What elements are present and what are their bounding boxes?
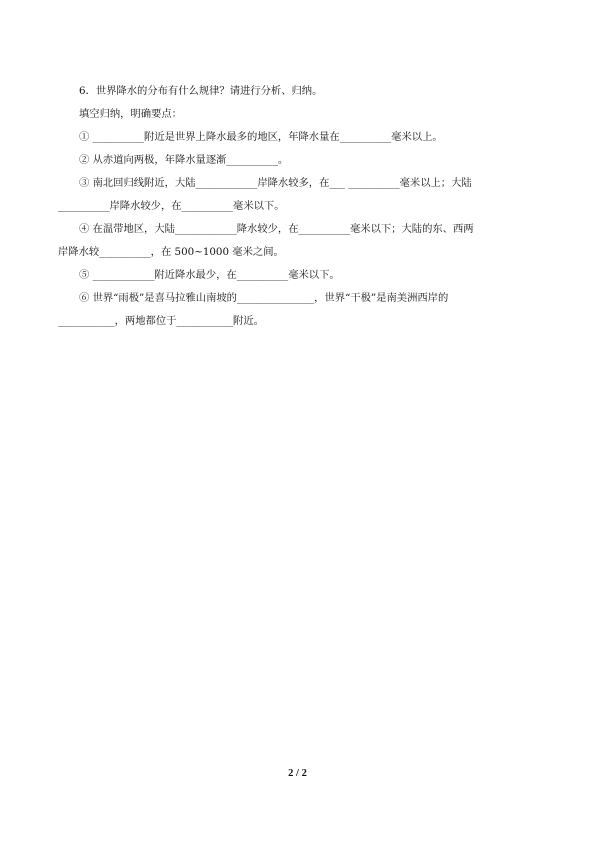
fill-item-6-line2: ___________，两地都位于___________附近。 — [58, 315, 264, 327]
question-title: 6．世界降水的分布有什么规律？请进行分析、归纳。 — [79, 85, 323, 97]
page-number: 2 / 2 — [288, 768, 307, 779]
fill-item-1: ① __________附近是世界上降水最多的地区，年降水量在__________毫米以上。 — [79, 131, 443, 143]
fill-item-2: ② 从赤道向两极，年降水量逐渐__________。 — [79, 154, 289, 166]
question-instruction: 填空归纳，明确要点： — [79, 108, 182, 120]
fill-item-3-line2: __________岸降水较少，在__________毫米以下。 — [58, 200, 285, 212]
fill-item-4-line1: ④ 在温带地区，大陆____________降水较少，在__________毫米以下；大陆的东、西两 — [79, 223, 474, 235]
fill-item-5: ⑤ ____________附近降水最少，在__________毫米以下。 — [79, 269, 340, 281]
fill-item-6-line1: ⑥ 世界“雨极”是喜马拉雅山南坡的_______________，世界“干极”是南美洲西岸的 — [79, 292, 449, 304]
fill-item-3-line1: ③ 南北回归线附近，大陆____________岸降水较多，在___ __________毫米以上；大陆 — [79, 177, 472, 189]
fill-item-4-line2: 岸降水较__________，在 500~1000 毫米之间。 — [58, 246, 284, 258]
document-body — [58, 80, 538, 333]
